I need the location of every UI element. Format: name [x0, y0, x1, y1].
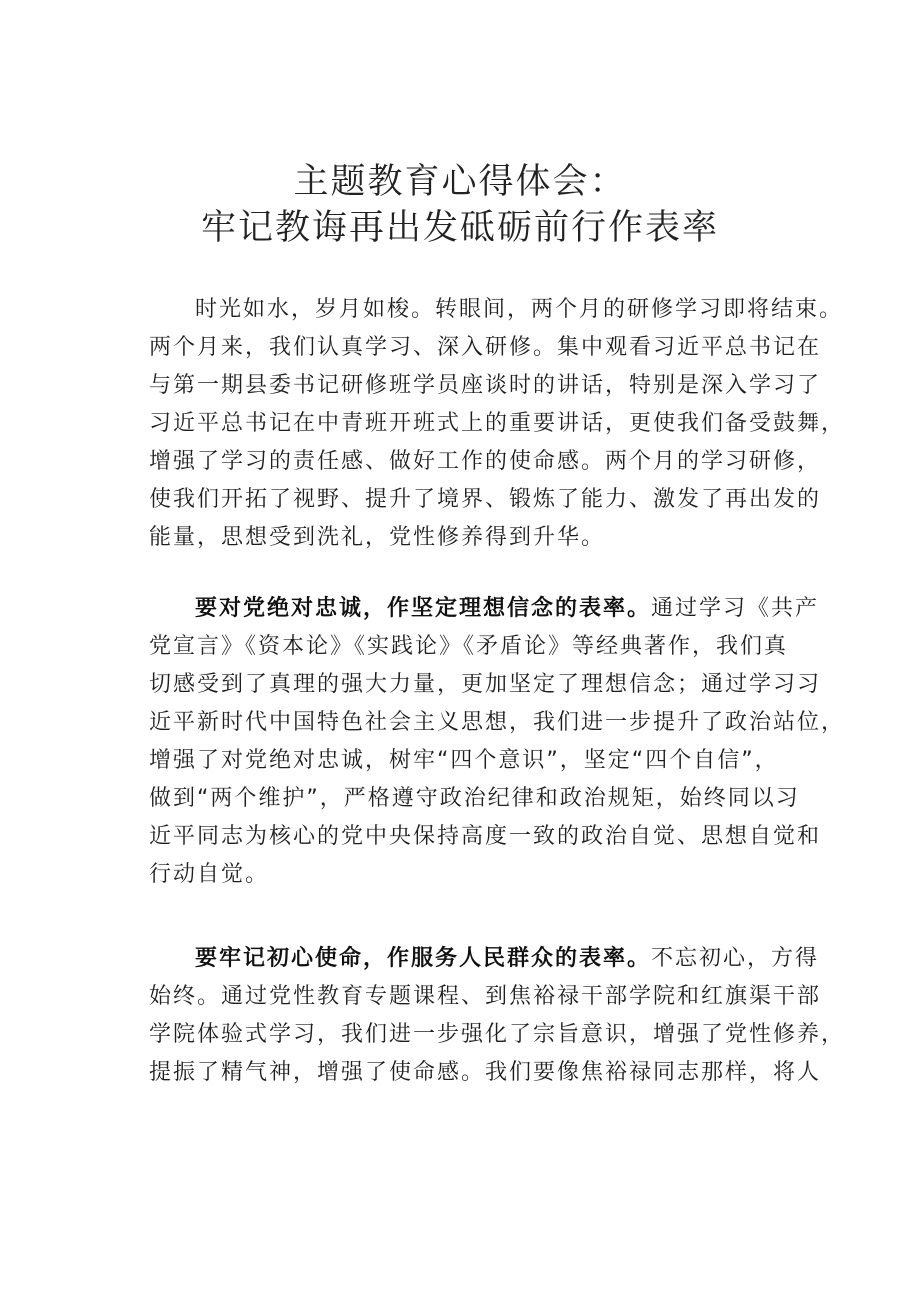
paragraph-line: 与第一期县委书记研修班学员座谈时的讲话，特别是深入学习了: [149, 373, 822, 398]
paragraph-line-rest: 不忘初心，方得: [651, 946, 820, 971]
paragraph-line: 近平同志为核心的党中央保持高度一致的政治自觉、思想自觉和: [149, 824, 822, 849]
paragraph-line: 习近平总书记在中青班开班式上的重要讲话，更使我们备受鼓舞，: [149, 411, 846, 436]
paragraph-3: [149, 940, 846, 1092]
paragraph-line: 行动自觉。: [149, 862, 270, 887]
paragraph-line: 提振了精气神，增强了使命感。我们要像焦裕禄同志那样，将人: [149, 1060, 822, 1085]
paragraph-line-rest: 通过学习《共产: [651, 596, 820, 621]
paragraph-line: 能量，思想受到洗礼，党性修养得到升华。: [149, 525, 606, 550]
paragraph-line: 始终。通过党性教育专题课程、到焦裕禄干部学院和红旗渠干部: [149, 984, 822, 1009]
paragraph-line: 两个月来，我们认真学习、深入研修。集中观看习近平总书记在: [149, 335, 822, 360]
section-heading: 要对党绝对忠诚，作坚定理想信念的表率。: [195, 596, 652, 621]
paragraph-line: 使我们开拓了视野、提升了境界、锻炼了能力、激发了再出发的: [149, 487, 822, 512]
section-heading: 要牢记初心使命，作服务人民群众的表率。: [195, 946, 652, 971]
paragraph-line: 时光如水，岁月如梭。转眼间，两个月的研修学习即将结束。: [195, 297, 844, 322]
paragraph-line: 党宣言》《资本论》《实践论》《矛盾论》等经典著作，我们真: [149, 634, 789, 659]
document-title-line-1: 主题教育心得体会：: [293, 162, 627, 202]
paragraph-line: 学院体验式学习，我们进一步强化了宗旨意识，增强了党性修养，: [149, 1022, 846, 1047]
paragraph-first-line: [149, 590, 820, 628]
paragraph-line: 增强了学习的责任感、做好工作的使命感。两个月的学习研修，: [149, 449, 822, 474]
paragraph-line: 切感受到了真理的强大力量，更加坚定了理想信念；通过学习习: [149, 672, 822, 697]
paragraph-2: [149, 590, 846, 894]
paragraph-1: [149, 291, 846, 557]
paragraph-line: 做到“两个维护”，严格遵守政治纪律和政治规矩，始终同以习: [149, 786, 800, 811]
paragraph-first-line: [149, 940, 820, 978]
paragraph-line: 近平新时代中国特色社会主义思想，我们进一步提升了政治站位，: [149, 710, 846, 735]
paragraph-line: 增强了对党绝对忠诚，树牢“四个意识”，坚定“四个自信”，: [149, 748, 779, 773]
document-title-line-2: 牢记教诲再出发砥砺前行作表率: [200, 208, 719, 248]
